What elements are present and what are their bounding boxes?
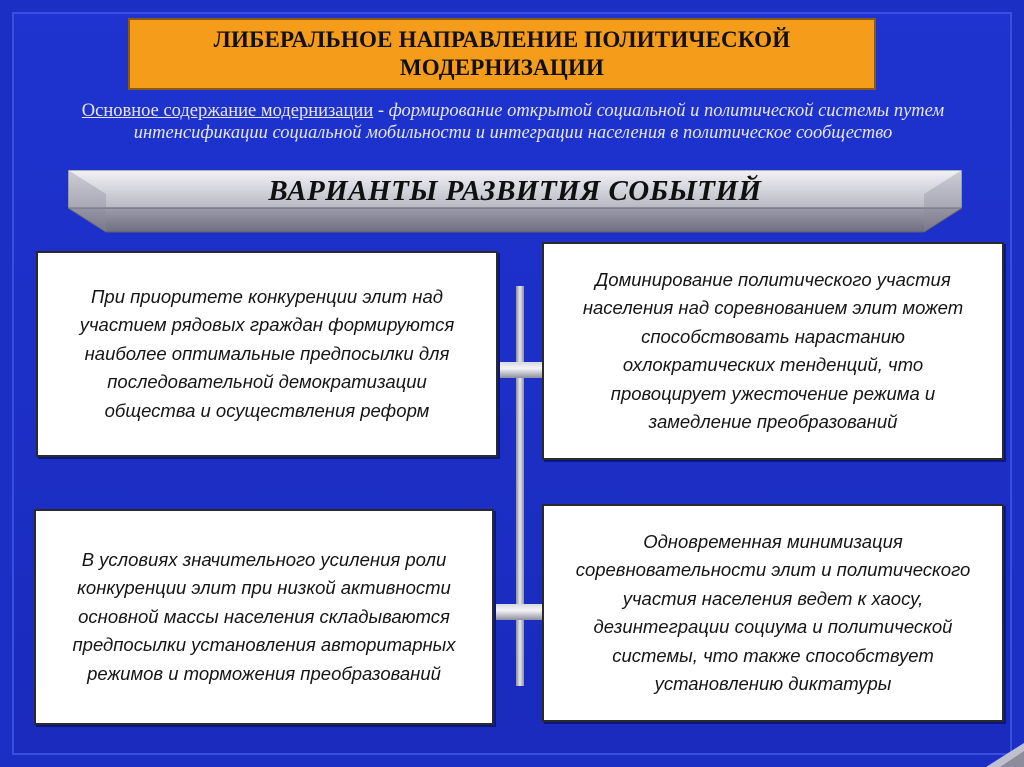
variant-text: В условиях значительного усиления роли конкуренции элит при низкой активности основной массы населения складываются предпосылки установления авторитарных режимов и торможения преобразований <box>72 548 456 684</box>
variant-box-top-left <box>36 251 498 457</box>
intro-text <box>80 100 946 144</box>
variant-box-bottom-right <box>542 504 1004 722</box>
intro-rest: формирование открытой социальной и политической системы путем интенсификации социальной мобильности и интеграции населения в политическое сообщество <box>133 101 945 143</box>
connector-arm-bottom <box>488 604 548 620</box>
variant-text: Доминирование политического участия населения над соревнованием элит может способствовать нарастанию охлократических тенденций, что провоцирует ужесточение режима и замедление преобразований <box>582 268 964 432</box>
title-box <box>128 18 876 90</box>
page-title: ЛИБЕРАЛЬНОЕ НАПРАВЛЕНИЕ ПОЛИТИЧЕСКОЙ МОДЕРНИЗАЦИИ <box>213 27 791 80</box>
corner-decoration-icon <box>986 743 1024 767</box>
variant-box-top-right <box>542 242 1004 460</box>
variant-text: При приоритете конкуренции элит над участием рядовых граждан формируются наиболее оптимальные предпосылки для последовательной демократизации общества и осуществления реформ <box>79 285 455 421</box>
connector-spine <box>516 286 524 686</box>
intro-separator: - <box>373 101 389 121</box>
intro-lead: Основное содержание модернизации <box>81 101 374 121</box>
variant-box-bottom-left <box>34 509 494 725</box>
banner-title: ВАРИАНТЫ РАЗВИТИЯ СОБЫТИЙ <box>268 175 762 207</box>
variant-text: Одновременная минимизация соревновательности элит и политического участия населения ведет к хаосу, дезинтеграции социума и политической системы, что также способствует установлению диктатуры <box>575 530 971 694</box>
